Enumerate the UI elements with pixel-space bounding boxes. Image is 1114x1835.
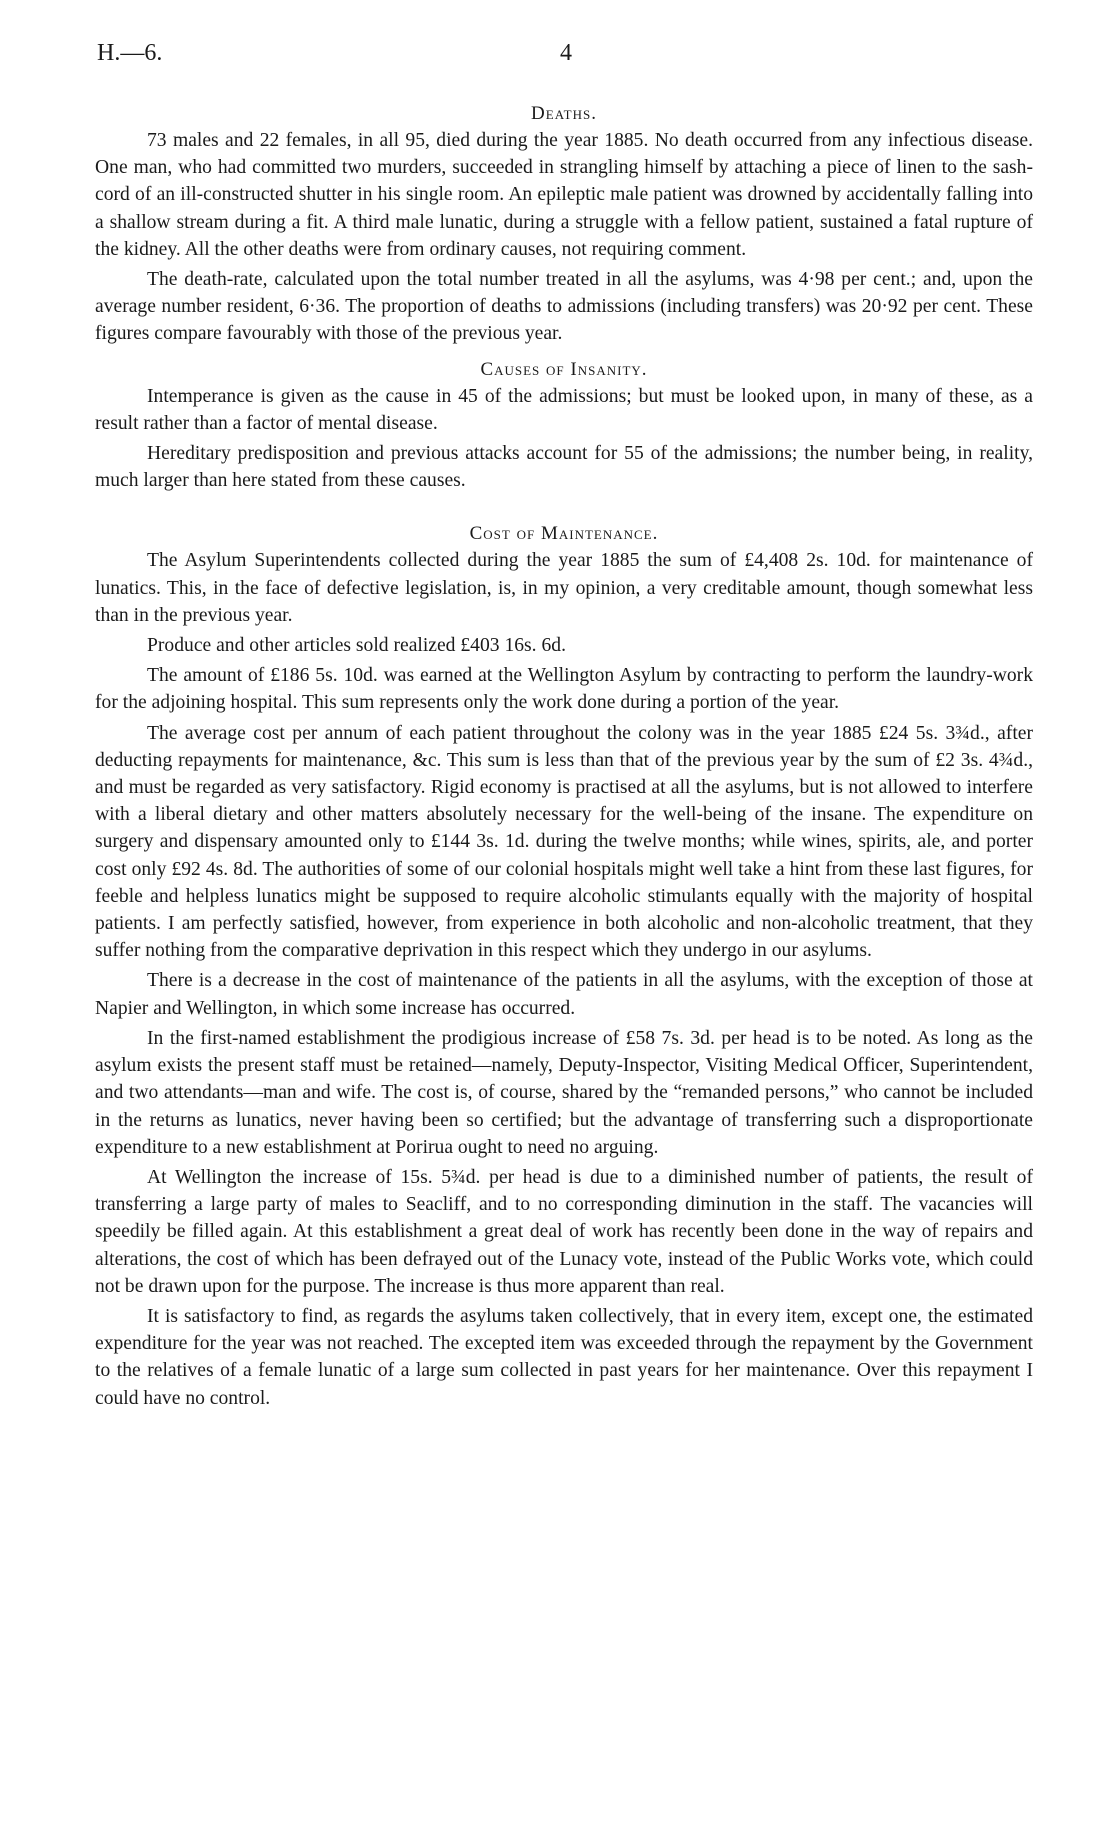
paragraph: In the first-named establishment the prodigious increase of £58 7s. 3d. per head is to be noted. As long as the asylum exists the present staff must be retained—namely, Deputy-Inspector, Visiting Medical Officer, Superintendent, and two attendants—man and wife. The cost is, of course, shared by the “remanded persons,” who cannot be included in the returns as lunatics, never having been so certified; but the advantage of transferring such a disproportionate expenditure to a new establishment at Porirua ought to need no arguing.	[95, 1027, 1033, 1158]
section-heading-causes-of-insanity: Causes of Insanity.	[480, 358, 648, 380]
section-heading-cost-of-maintenance: Cost of Maintenance.	[469, 523, 659, 545]
paragraph: The death-rate, calculated upon the total number treated in all the asylums, was 4·98 per cent.; and, upon the average number resident, 6·36. The proportion of deaths to admissions (including transfers) was 20·92 per cent. These figures compare favourably with those of the previous year.	[95, 269, 1033, 345]
paragraph: There is a decrease in the cost of maintenance of the patients in all the asylums, with the exception of those at Napier and Wellington, in which some increase has occurred.	[95, 970, 1033, 1019]
section-cost-of-maintenance	[95, 520, 1033, 1411]
document-reference: H.—6.	[97, 40, 163, 66]
paragraph: The average cost per annum of each patient throughout the colony was in the year 1885 £24 5s. 3¾d., after deducting repayments for maintenance, &c. This sum is less than that of the previous year by the sum of £2 3s. 4¾d., and must be regarded as very satisfactory. Rigid economy is practised at all the asylums, but is not allowed to interfere with a liberal dietary and other matters absolutely necessary for the well-being of the insane. The expenditure on surgery and dispensary amounted only to £144 3s. 1d. during the twelve months; while wines, spirits, ale, and porter cost only £92 4s. 8d. The authorities of some of our colonial hospitals might well take a hint from these last figures, for feeble and helpless lunatics might be supposed to require alcoholic stimulants equally with the majority of hospital patients. I am perfectly satisfied, however, from experience in both alcoholic and non-alcoholic treatment, that they suffer nothing from the comparative deprivation in this respect which they undergo in our asylums.	[95, 722, 1033, 962]
section-deaths	[95, 100, 1033, 348]
page-number: 4	[560, 40, 572, 66]
running-head	[97, 40, 1035, 74]
paragraph: Produce and other articles sold realized £403 16s. 6d.	[147, 635, 566, 657]
section-heading-deaths: Deaths.	[531, 103, 597, 124]
section-causes-of-insanity	[95, 356, 1033, 495]
paragraph: It is satisfactory to find, as regards the asylums taken collectively, that in every item, except one, the estimated expenditure for the year was not reached. The excepted item was exceeded through the repayment by the Government to the relatives of a female lunatic of a large sum collected in past years for her maintenance. Over this repayment I could have no control.	[95, 1305, 1033, 1409]
paragraph: At Wellington the increase of 15s. 5¾d. per head is due to a diminished number of patients, the result of transferring a large party of males to Seacliff, and to no corresponding diminution in the staff. The vacancies will speedily be filled again. At this establishment a great deal of work has recently been done in the way of repairs and alterations, the cost of which has been defrayed out of the Lunacy vote, instead of the Public Works vote, which could not be drawn upon for the purpose. The increase is thus more apparent than real.	[95, 1166, 1033, 1297]
paragraph: 73 males and 22 females, in all 95, died during the year 1885. No death occurred from any infectious disease. One man, who had committed two murders, succeeded in strangling himself by attaching a piece of linen to the sash-cord of an ill-constructed shutter in his single room. An epileptic male patient was drowned by accidentally falling into a shallow stream during a fit. A third male lunatic, during a struggle with a fellow patient, sustained a fatal rupture of the kidney. All the other deaths were from ordinary causes, not requiring comment.	[95, 130, 1033, 260]
paragraph: Hereditary predisposition and previous attacks account for 55 of the admissions; the number being, in reality, much larger than here stated from these causes.	[95, 443, 1033, 492]
paragraph: Intemperance is given as the cause in 45 of the admissions; but must be looked upon, in many of these, as a result rather than a factor of mental disease.	[95, 385, 1033, 434]
paragraph: The Asylum Superintendents collected during the year 1885 the sum of £4,408 2s. 10d. for maintenance of lunatics. This, in the face of defective legislation, is, in my opinion, a very creditable amount, though somewhat less than in the previous year.	[95, 550, 1033, 626]
paragraph: The amount of £186 5s. 10d. was earned at the Wellington Asylum by contracting to perform the laundry-work for the adjoining hospital. This sum represents only the work done during a portion of the year.	[95, 665, 1033, 714]
document-body	[95, 100, 1033, 1415]
